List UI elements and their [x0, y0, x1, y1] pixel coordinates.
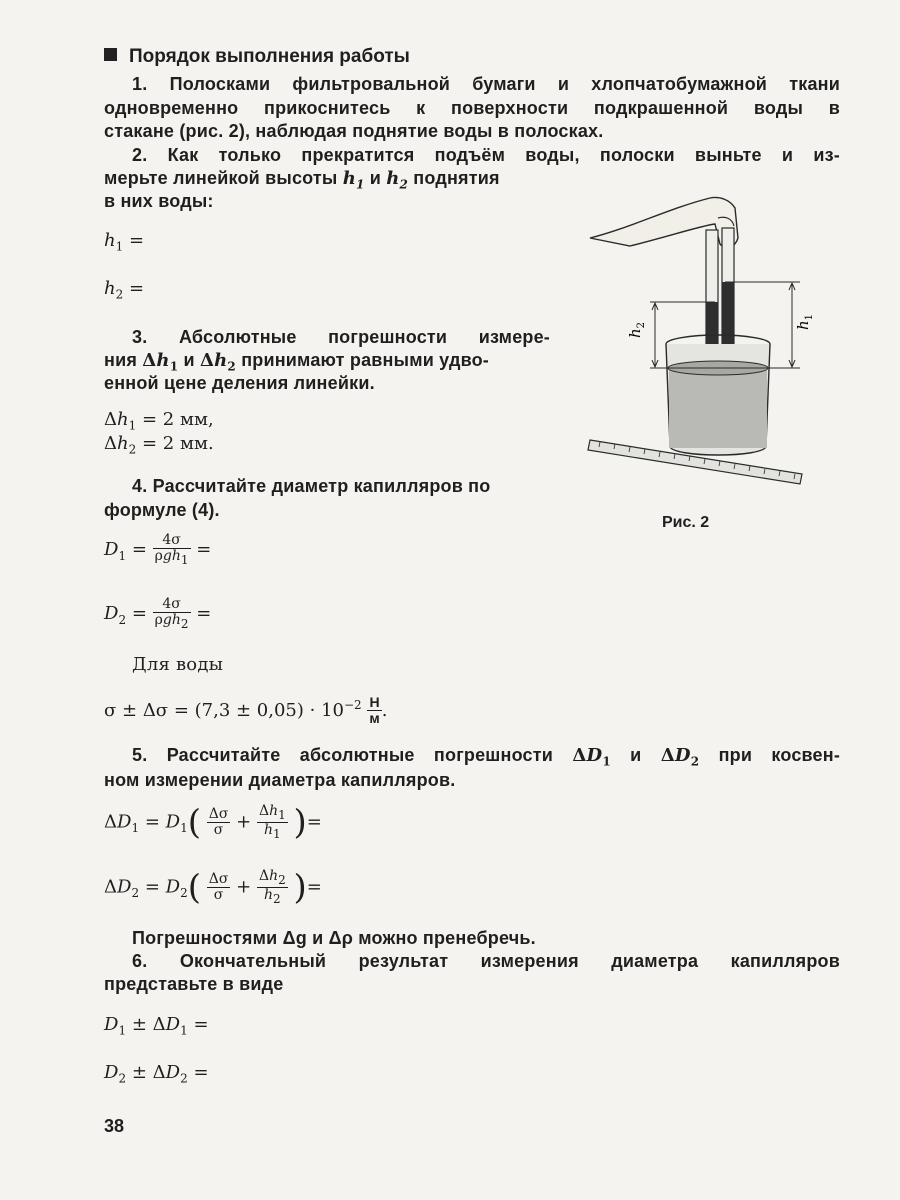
unit-fraction: $\frac{Н}{м}$ [369, 694, 380, 727]
h2-symbol: $h_2$ [386, 168, 409, 192]
step6-number: 6. [132, 951, 148, 971]
step1-line3: стакане (рис. 2), наблюдая поднятие воды в полосках. [104, 121, 604, 141]
step3-line3: енной цене деления линейки. [104, 373, 375, 393]
page-number: 38 [104, 1116, 125, 1136]
step1-text-1: Полосками фильтровальной бумаги и хлопчатобумажной ткани [169, 74, 840, 94]
step3-line1 [104, 327, 550, 348]
d1-formula: $D_1$ = $\frac{4\sigma}{\rho gh_1}$ = [104, 532, 212, 568]
for-water-label: Для воды [132, 654, 224, 675]
colored-water [669, 368, 767, 448]
section-title: Порядок выполнения работы [129, 46, 410, 67]
capillary-figure [570, 178, 820, 498]
step2-text-1: Как только прекратится подъём воды, полоски выньте и из- [167, 145, 840, 165]
step5-line1 [104, 745, 840, 769]
step3-text-2a: ния [104, 350, 138, 370]
step3-text-2b: и [183, 350, 195, 370]
section-heading [104, 46, 410, 68]
step2-text-2c: поднятия [413, 168, 500, 188]
d2-fraction: $\frac{4\sigma}{\rho gh_2}$ [154, 596, 189, 632]
step4-text-1: Рассчитайте диаметр капилляров по [152, 476, 491, 496]
h1-entry: $h_1$ = [104, 230, 145, 254]
step6-text-1: Окончательный результат измерения диаметра капилляров [179, 951, 841, 971]
dh1-symbol: $\Delta h_1$ [142, 350, 179, 374]
step2-line3: в них воды: [104, 191, 214, 211]
step2-text-2a: мерьте линейкой высоты [104, 168, 338, 188]
step1-line2: одновременно прикоснитесь к поверхности подкрашенной воды в [104, 98, 840, 118]
h2-label: $h_2$ [626, 321, 647, 338]
step2-line2 [104, 168, 500, 192]
step1-line1 [104, 74, 840, 95]
step5-text-1c: при косвен- [718, 745, 841, 765]
step2-number: 2. [132, 145, 148, 165]
dd1-formula: $\Delta D_1 = D_1$( $\frac{\Delta\sigma}{\sigma}$ + $\frac{\Delta h_1}{h_1}$ )= [104, 802, 322, 843]
dd1-symbol: $\Delta D_1$ [572, 745, 611, 769]
d1-result: $D_1 \pm \Delta D_1$ = [104, 1014, 209, 1038]
step3-text-1: Абсолютные погрешности измере- [178, 327, 551, 347]
dh2-value: $\Delta h_2 = 2$ мм. [104, 433, 214, 457]
sigma-formula: $\sigma \pm \Delta\sigma = (7,3 \pm 0,05) \cdot 10^{-2}$ $\frac{Н}{м}$ . [104, 694, 388, 727]
step5-line2: ном измерении диаметра капилляров. [104, 770, 456, 790]
step5-text-1b: и [630, 745, 642, 765]
step1-number: 1. [132, 74, 148, 94]
step3-text-2c: принимают равными удво- [241, 350, 489, 370]
step5-number: 5. [132, 745, 148, 765]
step5-text-1a: Рассчитайте абсолютные погрешности [166, 745, 554, 765]
h2-entry: $h_2$ = [104, 278, 145, 302]
dh1-value: $\Delta h_1 = 2$ мм, [104, 409, 214, 433]
step4-line1 [104, 476, 490, 497]
step3-number: 3. [132, 327, 148, 347]
square-bullet-icon [104, 48, 117, 61]
step2-line1 [104, 145, 840, 166]
figure-caption: Рис. 2 [662, 514, 710, 531]
d1-fraction: $\frac{4\sigma}{\rho gh_1}$ [154, 532, 189, 568]
h1-symbol: $h_1$ [342, 168, 365, 192]
step6-line2: представьте в виде [104, 974, 284, 994]
h1-label: $h_1$ [794, 313, 815, 330]
step4-number: 4. [132, 476, 148, 496]
step4-line2: формуле (4). [104, 500, 220, 520]
dd2-symbol: $\Delta D_2$ [660, 745, 700, 769]
step3-line2 [104, 350, 489, 374]
dd2-formula: $\Delta D_2 = D_2$( $\frac{\Delta\sigma}{\sigma}$ + $\frac{\Delta h_2}{h_2}$ )= [104, 867, 322, 908]
dh2-symbol: $\Delta h_2$ [199, 350, 236, 374]
d2-result: $D_2 \pm \Delta D_2$ = [104, 1062, 209, 1086]
d2-formula: $D_2$ = $\frac{4\sigma}{\rho gh_2}$ = [104, 596, 212, 632]
step6-line1 [104, 951, 840, 972]
neglect-text: Погрешностями Δg и Δρ можно пренебречь. [132, 928, 536, 948]
step2-text-2b: и [369, 168, 382, 188]
